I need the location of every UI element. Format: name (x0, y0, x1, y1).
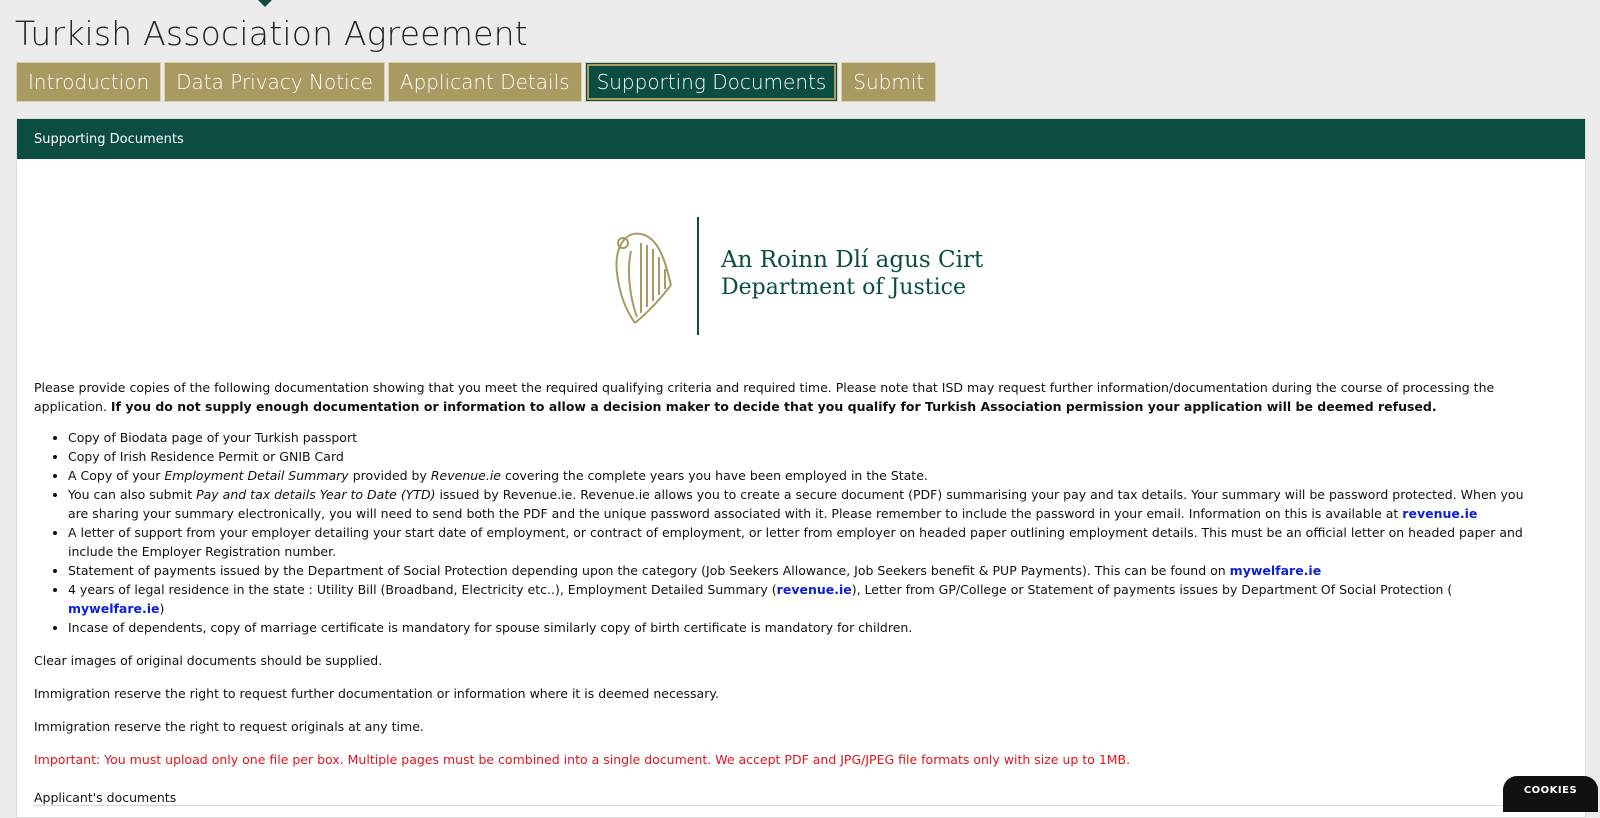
item-emphasis: Revenue.ie (430, 468, 501, 483)
item-text: provided by (348, 468, 431, 483)
cookies-button[interactable]: COOKIES (1503, 776, 1598, 812)
list-item (68, 561, 1540, 580)
step-tabs (16, 62, 936, 102)
item-text: You can also submit (68, 487, 197, 502)
item-emphasis: Employment Detail Summary (164, 468, 349, 483)
mywelfare-link[interactable]: mywelfare.ie (1229, 563, 1322, 578)
department-logo (613, 217, 984, 337)
list-item (68, 428, 1540, 447)
list-item (68, 523, 1540, 561)
section-divider (33, 805, 1503, 806)
intro-text: Please provide copies of the following documentation showing that you meet the required qualifying criteria and required time. Please note that ISD may request further information/documentation during the course of processing the application. (34, 380, 1495, 414)
tab-data-privacy-notice[interactable]: Data Privacy Notice (164, 62, 385, 102)
item-text: 4 years of legal residence in the state : Utility Bill (Broadband, Electricity etc..), Employment Detailed Summary ( (68, 582, 777, 597)
tab-introduction[interactable]: Introduction (16, 62, 161, 102)
item-text: issued by Revenue.ie. Revenue.ie allows you to create a secure document (PDF) summarising your pay and tax details. Your summary will be password protected. When you are sharing your summary electronically, you will need to send both the PDF and the unique password associated with it. Please remember to include the password in your email. Information on this is available at (68, 487, 1524, 521)
reserve-originals-note: Immigration reserve the right to request originals at any time. (34, 719, 424, 734)
instructions (34, 378, 1540, 807)
clear-images-note: Clear images of original documents should be supplied. (34, 653, 383, 668)
harp-icon (613, 229, 675, 327)
top-nav-caret-icon (256, 0, 274, 7)
logo-english-name: Department of Justice (721, 275, 966, 300)
item-text: covering the complete years you have been employed in the State. (501, 468, 928, 483)
reserve-further-note: Immigration reserve the right to request further documentation or information where it is deemed necessary. (34, 686, 719, 701)
intro-warning: If you do not supply enough documentation or information to allow a decision maker to decide that you qualify for Turkish Association permission your application will be deemed refused. (110, 399, 1437, 414)
item-emphasis: Pay and tax details Year to Date (YTD) (196, 487, 436, 502)
panel-header: Supporting Documents (17, 119, 1585, 159)
list-item (68, 485, 1540, 523)
tab-submit[interactable]: Submit (841, 62, 936, 102)
list-item (68, 447, 1540, 466)
tab-supporting-documents[interactable]: Supporting Documents (585, 62, 839, 102)
list-item (68, 618, 1540, 637)
item-text: Incase of dependents, copy of marriage certificate is mandatory for spouse similarly copy of birth certificate is mandatory for children. (68, 620, 913, 635)
item-text: Statement of payments issued by the Department of Social Protection depending upon the category (Job Seekers Allowance, Job Seekers benefit & PUP Payments). This can be found on (68, 563, 1230, 578)
list-item (68, 466, 1540, 485)
upload-warning: Important: You must upload only one file per box. Multiple pages must be combined into a single document. We accept PDF and JPG/JPEG file formats only with size up to 1MB. (34, 752, 1131, 767)
logo-irish-name: An Roinn Dlí agus Cirt (721, 247, 984, 273)
applicant-documents-heading: Applicant's documents (34, 790, 177, 805)
item-text: A letter of support from your employer detailing your start date of employment, or contract of employment, or letter from employer on headed paper outlining employment details. This must be an official letter on headed paper and include the Employer Registration number. (68, 525, 1523, 559)
revenue-link[interactable]: revenue.ie (776, 582, 852, 597)
item-text: ), Letter from GP/College or Statement of payments issues by Department Of Social Protection ( (851, 582, 1453, 597)
item-text: Copy of Biodata page of your Turkish passport (68, 430, 357, 445)
item-text: Copy of Irish Residence Permit or GNIB Card (68, 449, 344, 464)
mywelfare-link[interactable]: mywelfare.ie (68, 601, 160, 616)
item-text: ) (159, 601, 165, 616)
revenue-link[interactable]: revenue.ie (1402, 506, 1478, 521)
required-documents-list (34, 428, 1540, 637)
logo-divider (697, 217, 699, 335)
supporting-documents-panel (16, 118, 1586, 818)
intro-paragraph (34, 378, 1540, 416)
page-title: Turkish Association Agreement (15, 14, 528, 53)
list-item (68, 580, 1540, 618)
tab-applicant-details[interactable]: Applicant Details (388, 62, 582, 102)
item-text: A Copy of your (68, 468, 165, 483)
